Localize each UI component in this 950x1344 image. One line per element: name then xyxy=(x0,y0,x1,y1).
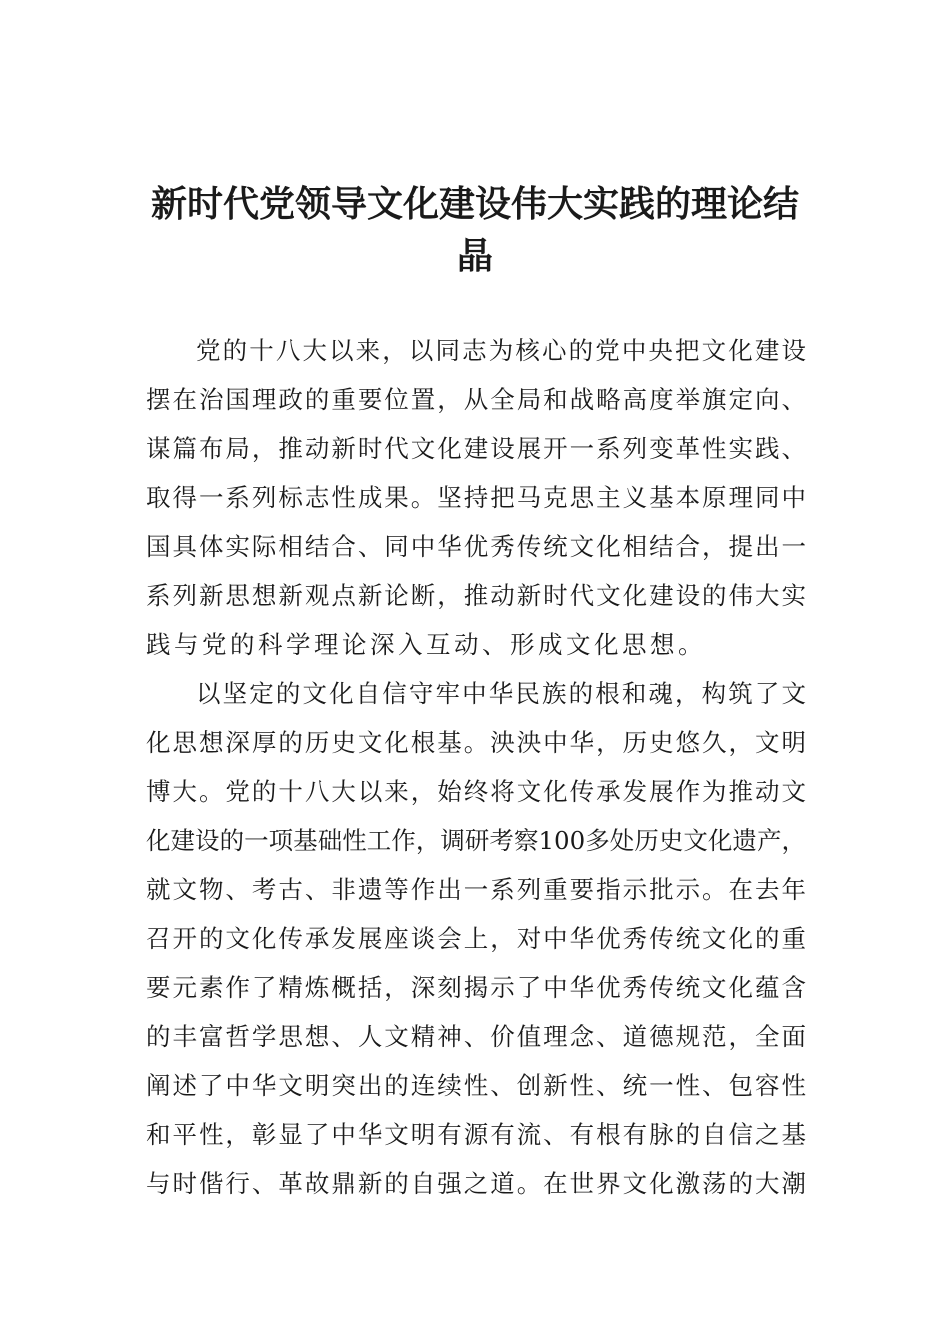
paragraph-2-line-1: 以坚定的文化自信守牢中华民族的根和魂，构筑了文 xyxy=(196,679,806,708)
paragraph-1-line-6: 系列新思想新观点新论断，推动新时代文化建设的伟大实 xyxy=(146,581,806,610)
paragraph-1-line-5: 国具体实际相结合、同中华优秀传统文化相结合，提出一 xyxy=(146,532,806,561)
paragraph-2-line-11: 与时偕行、革故鼎新的自强之道。在世界文化激荡的大潮 xyxy=(146,1169,806,1198)
paragraph-1-line-1: 党的十八大以来，以同志为核心的党中央把文化建设 xyxy=(196,336,806,365)
paragraph-2-line-7: 要元素作了精炼概括，深刻揭示了中华优秀传统文化蕴含 xyxy=(146,973,806,1002)
document-title-line-1: 新时代党领导文化建设伟大实践的理论结 xyxy=(150,183,799,225)
paragraph-2-line-4: 化建设的一项基础性工作，调研考察100多处历史文化遗产， xyxy=(146,826,806,855)
paragraph-2-line-2: 化思想深厚的历史文化根基。泱泱中华，历史悠久，文明 xyxy=(146,728,806,757)
paragraph-2-line-3: 博大。党的十八大以来，始终将文化传承发展作为推动文 xyxy=(146,777,806,806)
document-title-line-2: 晶 xyxy=(456,235,493,277)
paragraph-2-line-6: 召开的文化传承发展座谈会上，对中华优秀传统文化的重 xyxy=(146,924,806,953)
paragraph-2-line-9: 阐述了中华文明突出的连续性、创新性、统一性、包容性 xyxy=(146,1071,806,1100)
paragraph-1-line-2: 摆在治国理政的重要位置，从全局和战略高度举旗定向、 xyxy=(146,385,806,414)
paragraph-2-line-5: 就文物、考古、非遗等作出一系列重要指示批示。在去年 xyxy=(146,875,806,904)
paragraph-1-line-3: 谋篇布局，推动新时代文化建设展开一系列变革性实践、 xyxy=(146,434,806,463)
paragraph-1-line-4: 取得一系列标志性成果。坚持把马克思主义基本原理同中 xyxy=(146,483,806,512)
paragraph-1-line-7: 践与党的科学理论深入互动、形成文化思想。 xyxy=(146,630,706,659)
paragraph-2-line-8: 的丰富哲学思想、人文精神、价值理念、道德规范，全面 xyxy=(146,1022,806,1051)
paragraph-2-line-10: 和平性，彰显了中华文明有源有流、有根有脉的自信之基 xyxy=(146,1120,806,1149)
